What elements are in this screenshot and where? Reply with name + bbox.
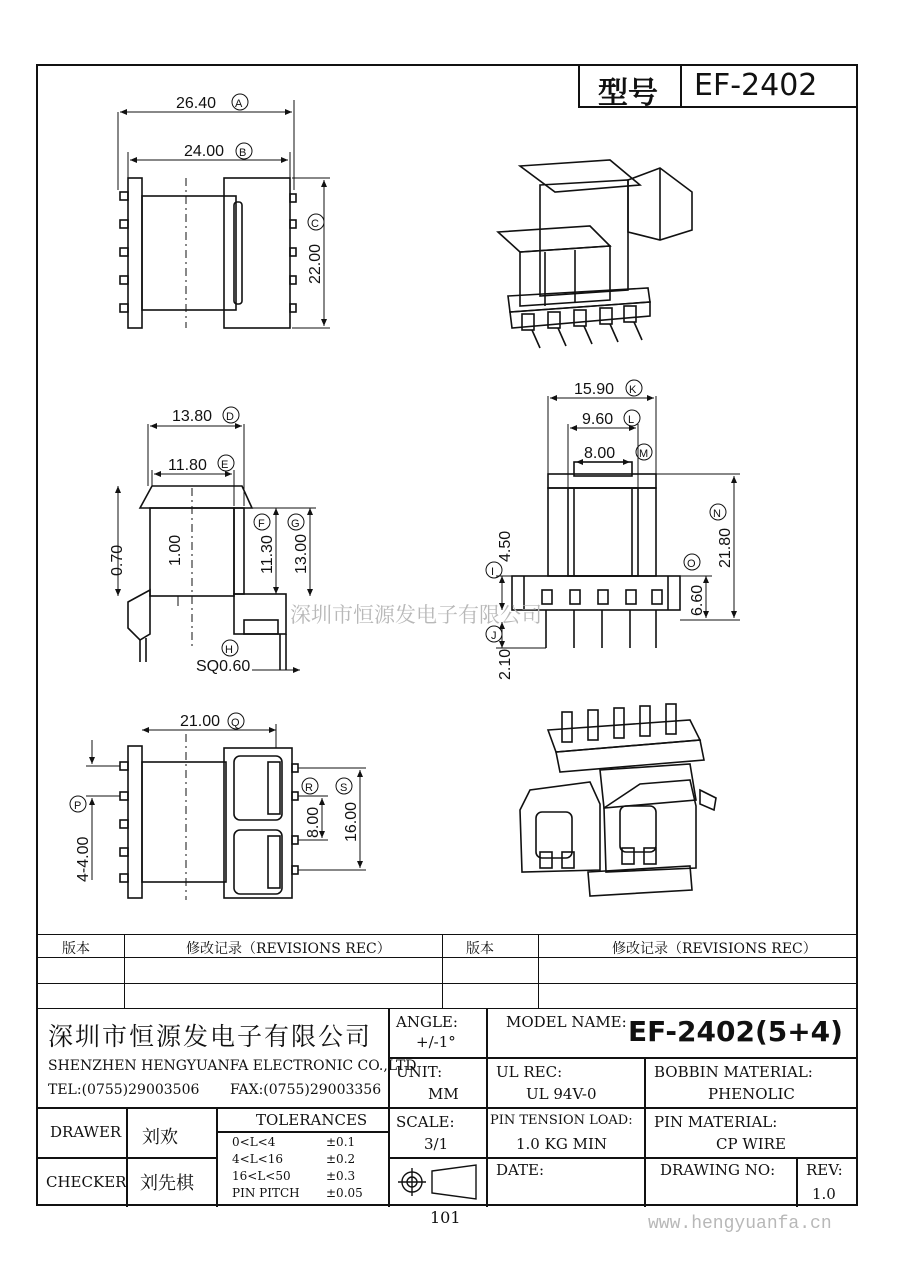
tol-range-2: 16<L<50 [232, 1169, 291, 1183]
company-tel: TEL:(0755)29003506 [48, 1082, 200, 1098]
watermark-company: 深圳市恒源发电子有限公司 [290, 604, 542, 627]
drawing-no-label: DRAWING NO: [660, 1161, 776, 1179]
dim-0-70: 0.70 [109, 544, 126, 576]
revisions-version-left: 版本 [62, 941, 90, 957]
dim-1-00: 1.00 [167, 534, 184, 566]
dim-M: 8.00 [584, 445, 616, 462]
revisions-record-right: 修改记录（REVISIONS REC） [612, 941, 817, 957]
dim-K-letter: K [629, 384, 637, 396]
type-value: EF-2402 [694, 68, 818, 103]
tol-range-3: PIN PITCH [232, 1186, 300, 1200]
drawer-label: DRAWER [50, 1123, 122, 1141]
dim-E: 11.80 [168, 457, 207, 474]
unit-value: MM [428, 1085, 459, 1103]
dim-J: 2.10 [497, 648, 514, 680]
dim-S-letter: S [340, 782, 348, 794]
ul-rec-label: UL REC: [496, 1063, 563, 1081]
angle-label: ANGLE: [396, 1013, 458, 1031]
type-label: 型号 [598, 76, 658, 111]
isometric-view-top [498, 160, 692, 348]
dim-A: 26.40 [176, 95, 217, 112]
bobbin-material-label: BOBBIN MATERIAL: [654, 1063, 813, 1081]
rev-value: 1.0 [812, 1185, 836, 1203]
dim-M-letter: M [639, 448, 649, 460]
tol-range-1: 4<L<16 [232, 1152, 283, 1166]
tol-value-1: ±0.2 [326, 1152, 356, 1166]
dim-C: 22.00 [307, 243, 324, 284]
dim-B: 24.00 [184, 143, 225, 160]
bottom-view-left [86, 724, 366, 900]
pin-material-label: PIN MATERIAL: [654, 1113, 778, 1131]
dim-O: 6.60 [689, 584, 706, 616]
date-label: DATE: [496, 1161, 545, 1179]
revisions-record-left: 修改记录（REVISIONS REC） [186, 941, 391, 957]
ul-rec-value: UL 94V-0 [526, 1085, 597, 1103]
isometric-view-bottom [520, 704, 716, 896]
dim-B-letter: B [239, 147, 247, 159]
unit-label: UNIT: [396, 1063, 443, 1081]
dim-L: 9.60 [582, 411, 614, 428]
dim-A-letter: A [235, 98, 243, 110]
dim-I-letter: I [491, 566, 495, 578]
checker-label: CHECKER [46, 1173, 127, 1191]
dim-F-letter: F [258, 518, 265, 530]
drawer-name: 刘欢 [142, 1127, 178, 1148]
title-block [36, 1008, 858, 1207]
revisions-table [36, 934, 858, 1009]
dim-F: 11.30 [259, 535, 276, 574]
page-number: 101 [430, 1208, 461, 1227]
dim-S: 16.00 [343, 801, 360, 842]
tol-value-2: ±0.3 [326, 1169, 356, 1183]
dim-P: 4-4.00 [75, 836, 92, 882]
model-name-label: MODEL NAME: [506, 1013, 627, 1031]
revisions-version-right: 版本 [466, 941, 494, 957]
projection-symbol [392, 1161, 484, 1203]
dim-D-letter: D [226, 411, 234, 423]
pin-tension-label: PIN TENSION LOAD: [490, 1113, 633, 1128]
company-name-cn: 深圳市恒源发电子有限公司 [48, 1022, 373, 1051]
dim-D: 13.80 [172, 408, 213, 425]
dim-R-letter: R [305, 782, 313, 794]
dim-Q: 21.00 [180, 713, 221, 730]
model-name-value: EF-2402(5+4) [628, 1015, 843, 1048]
side-view-middle-left [118, 424, 316, 670]
front-view-top-left [118, 100, 330, 328]
tol-value-0: ±0.1 [326, 1135, 356, 1149]
tol-value-3: ±0.05 [326, 1186, 363, 1200]
dim-G: 13.00 [293, 533, 310, 574]
dim-L-letter: L [628, 414, 635, 426]
dim-E-letter: E [221, 459, 229, 471]
dim-H-letter: H [225, 644, 233, 656]
scale-value: 3/1 [424, 1135, 449, 1153]
tolerances-title: TOLERANCES [256, 1111, 368, 1129]
company-fax: FAX:(0755)29003356 [230, 1082, 382, 1098]
checker-name: 刘先棋 [140, 1173, 194, 1194]
angle-value: +/-1° [416, 1033, 456, 1051]
dim-P-letter: P [74, 800, 82, 812]
dim-H: SQ0.60 [196, 658, 251, 675]
pin-material-value: CP WIRE [716, 1135, 786, 1153]
tol-range-0: 0<L<4 [232, 1135, 276, 1149]
bobbin-material-value: PHENOLIC [708, 1085, 795, 1103]
dim-Q-letter: Q [231, 717, 240, 729]
scale-label: SCALE: [396, 1113, 455, 1131]
rev-label: REV: [806, 1161, 843, 1179]
company-name-en: SHENZHEN HENGYUANFA ELECTRONIC CO.,LTD [48, 1058, 417, 1074]
dim-G-letter: G [291, 518, 300, 530]
dim-C-letter: C [311, 218, 319, 230]
dim-O-letter: O [687, 558, 696, 570]
dim-K: 15.90 [574, 381, 615, 398]
dim-N: 21.80 [717, 527, 734, 568]
dim-J-letter: J [491, 630, 497, 642]
dim-N-letter: N [713, 508, 721, 520]
dim-R: 8.00 [305, 806, 322, 838]
pin-tension-value: 1.0 KG MIN [516, 1135, 607, 1153]
dim-I: 4.50 [497, 530, 514, 562]
website-watermark: www.hengyuanfa.cn [648, 1214, 832, 1234]
